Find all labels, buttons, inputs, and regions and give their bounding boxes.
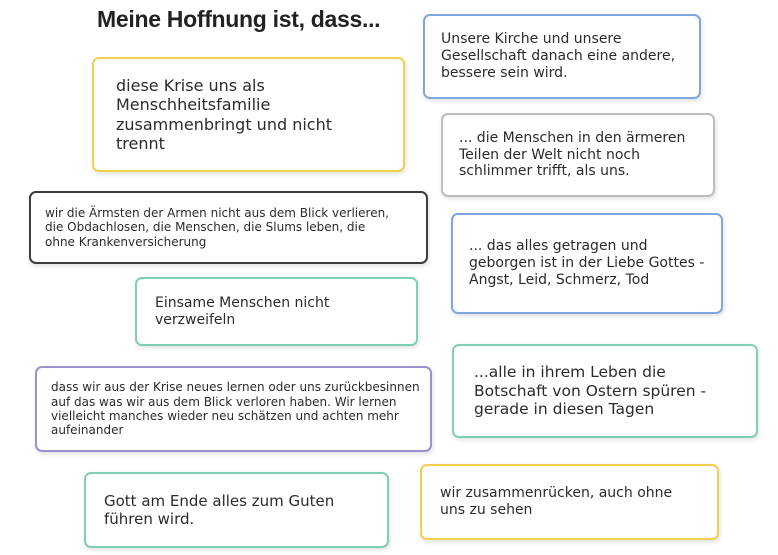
hope-card-humanity-family (92, 57, 405, 172)
hope-card-learn-from-crisis (35, 366, 432, 452)
hope-card-poorer-world (441, 113, 715, 197)
card-text: Einsame Menschen nicht verzweifeln (155, 294, 330, 328)
card-text: ...alle in ihrem Leben die Botschaft von Ostern spüren - gerade in diesen Tagen (474, 363, 707, 419)
card-text: ... das alles getragen und geborgen ist in der Liebe Gottes - Angst, Leid, Schmerz, Tod (469, 238, 705, 288)
hope-card-love-of-god (451, 213, 723, 314)
hope-card-poorest (29, 191, 428, 264)
card-text: Gott am Ende alles zum Guten führen wird. (104, 492, 335, 528)
hope-card-church-society (423, 14, 701, 99)
board-title: Meine Hoffnung ist, dass... (97, 6, 381, 32)
card-text: dass wir aus der Krise neues lernen oder uns zurückbesinnen auf das was wir aus dem Blick verloren haben. Wir lernen vielleicht manches wieder neu schätzen und achten mehr aufeinander (51, 380, 420, 438)
card-text: ... die Menschen in den ärmeren Teilen der Welt nicht noch schlimmer trifft, als uns. (459, 129, 686, 180)
card-text: Unsere Kirche und unsere Gesellschaft danach eine andere, bessere sein wird. (441, 31, 676, 81)
hope-card-lonely-people (135, 277, 418, 346)
hope-card-move-together (420, 464, 719, 540)
card-text: diese Krise uns als Menschheitsfamilie zusammenbringt und nicht trennt (116, 76, 332, 153)
hope-card-god-good-end (84, 472, 389, 548)
card-text: wir zusammenrücken, auch ohne uns zu sehen (440, 485, 673, 518)
card-text: wir die Ärmsten der Armen nicht aus dem Blick verlieren, die Obdachlosen, die Menschen, die Slums leben, die ohne Krankenversicherung (45, 205, 389, 249)
hope-card-easter-message (452, 344, 758, 438)
